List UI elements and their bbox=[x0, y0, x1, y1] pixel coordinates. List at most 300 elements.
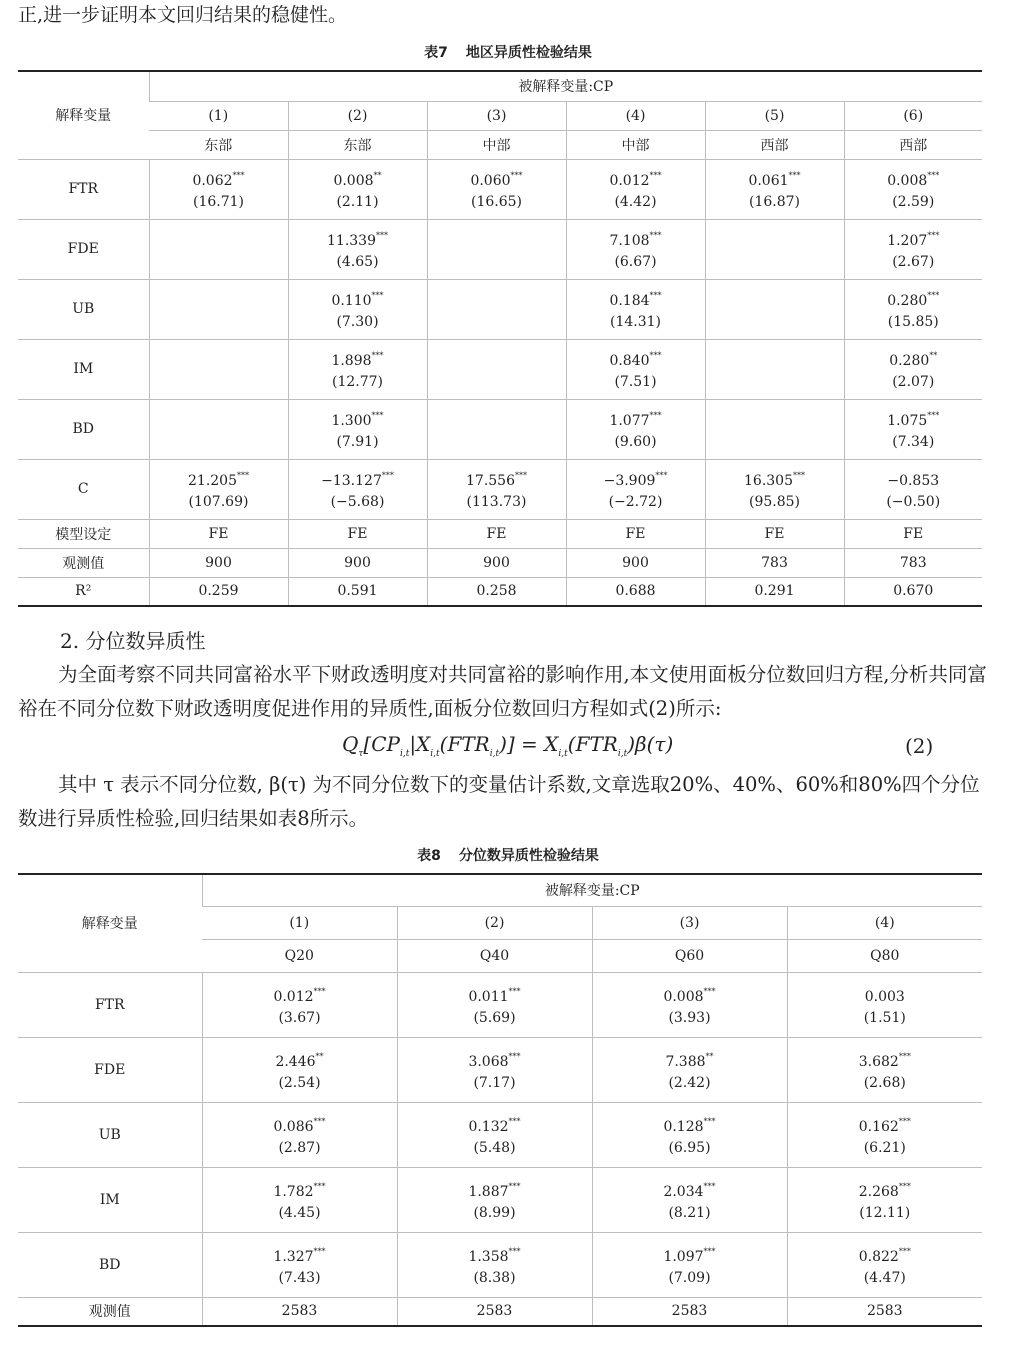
significance-stars: *** bbox=[649, 351, 662, 360]
table-row bbox=[18, 1232, 982, 1297]
section-title: 2. 分位数异质性 bbox=[60, 629, 206, 653]
significance-stars: *** bbox=[515, 471, 527, 480]
significance-stars: *** bbox=[508, 986, 521, 996]
coefficient bbox=[593, 1173, 787, 1200]
coefficient-value: −3.909 bbox=[603, 473, 656, 489]
table-row bbox=[18, 339, 982, 399]
table7 bbox=[18, 70, 982, 607]
table-cell bbox=[149, 399, 288, 459]
table-cell bbox=[202, 972, 397, 1037]
table-cell bbox=[787, 1232, 982, 1297]
row-label: FTR bbox=[18, 972, 202, 1037]
row-label: UB bbox=[18, 279, 149, 339]
coefficient-value: 0.132 bbox=[468, 1118, 509, 1135]
coefficient bbox=[567, 462, 705, 489]
table-cell bbox=[288, 399, 427, 459]
column-number: (5) bbox=[705, 101, 844, 130]
table-cell bbox=[844, 399, 982, 459]
coefficient bbox=[706, 402, 844, 429]
coefficient bbox=[203, 1173, 397, 1200]
table-cell bbox=[592, 972, 787, 1037]
table-cell bbox=[149, 159, 288, 219]
column-group-label: Q60 bbox=[592, 939, 787, 972]
column-number: (2) bbox=[397, 906, 592, 939]
t-statistic: (107.69) bbox=[188, 494, 249, 510]
table7-label: 表7 bbox=[424, 45, 448, 61]
significance-stars: *** bbox=[927, 231, 940, 240]
table-cell: 900 bbox=[149, 548, 288, 577]
coefficient bbox=[845, 342, 983, 369]
table8-row-header: 解释变量 bbox=[18, 874, 202, 972]
coefficient-value: 16.305 bbox=[744, 473, 793, 489]
significance-stars: ** bbox=[705, 1051, 714, 1061]
t-statistic: (7.43) bbox=[278, 1269, 321, 1286]
coefficient bbox=[593, 1043, 787, 1070]
t-statistic: (2.54) bbox=[278, 1074, 321, 1091]
t-statistic: (6.95) bbox=[668, 1139, 711, 1156]
table-cell bbox=[592, 1037, 787, 1102]
row-label: FDE bbox=[18, 1037, 202, 1102]
table-cell: FE bbox=[427, 519, 566, 548]
column-number: (3) bbox=[592, 906, 787, 939]
significance-stars: *** bbox=[313, 1181, 326, 1191]
table-cell: 0.688 bbox=[566, 577, 705, 606]
column-number: (1) bbox=[149, 101, 288, 130]
t-statistic: (3.93) bbox=[668, 1009, 711, 1026]
t-statistic: (8.38) bbox=[473, 1269, 516, 1286]
coefficient-value: 1.782 bbox=[273, 1183, 314, 1200]
coefficient bbox=[150, 402, 288, 429]
column-number: (6) bbox=[844, 101, 982, 130]
table8-label: 表8 bbox=[417, 848, 441, 864]
table-cell bbox=[149, 219, 288, 279]
t-statistic: (15.85) bbox=[887, 314, 939, 330]
coefficient bbox=[289, 342, 427, 369]
table-cell: 900 bbox=[288, 548, 427, 577]
significance-stars: *** bbox=[927, 171, 940, 180]
significance-stars: *** bbox=[232, 171, 245, 180]
significance-stars: *** bbox=[703, 1246, 716, 1256]
significance-stars: *** bbox=[376, 231, 388, 240]
t-statistic: (−0.50) bbox=[886, 494, 941, 510]
table-cell: 2583 bbox=[202, 1297, 397, 1326]
significance-stars: *** bbox=[510, 171, 523, 180]
table8-dep-var: 被解释变量:CP bbox=[202, 874, 982, 906]
t-statistic: (4.47) bbox=[863, 1269, 906, 1286]
coefficient-value: 2.268 bbox=[858, 1183, 899, 1200]
t-statistic: (16.71) bbox=[192, 194, 244, 210]
coefficient bbox=[289, 402, 427, 429]
t-statistic: (7.51) bbox=[614, 374, 657, 390]
coefficient bbox=[593, 1108, 787, 1135]
coefficient-value: −0.853 bbox=[887, 473, 940, 489]
row-label: R² bbox=[18, 577, 149, 606]
significance-stars: *** bbox=[655, 471, 668, 480]
significance-stars: *** bbox=[898, 1181, 911, 1191]
table-cell bbox=[397, 1167, 592, 1232]
t-statistic bbox=[150, 429, 288, 456]
table7-title: 地区异质性检验结果 bbox=[465, 45, 592, 61]
t-statistic: (7.17) bbox=[473, 1074, 516, 1091]
t-statistic bbox=[150, 369, 288, 396]
table-row bbox=[18, 219, 982, 279]
coefficient bbox=[150, 342, 288, 369]
table8 bbox=[18, 873, 982, 1327]
t-statistic: (2.11) bbox=[336, 194, 379, 210]
coefficient bbox=[203, 1238, 397, 1265]
table-cell bbox=[592, 1167, 787, 1232]
coefficient bbox=[845, 162, 983, 189]
t-statistic: (113.73) bbox=[466, 494, 527, 510]
table-cell bbox=[288, 279, 427, 339]
table-cell bbox=[149, 459, 288, 519]
table-cell bbox=[566, 159, 705, 219]
table-cell bbox=[566, 339, 705, 399]
coefficient bbox=[567, 162, 705, 189]
significance-stars: *** bbox=[927, 411, 940, 420]
coefficient-value: 0.008 bbox=[663, 988, 704, 1005]
table-cell: FE bbox=[844, 519, 982, 548]
significance-stars: *** bbox=[508, 1181, 521, 1191]
significance-stars: *** bbox=[788, 171, 801, 180]
paragraph-1: 为全面考察不同共同富裕水平下财政透明度对共同富裕的影响作用,本文使用面板分位数回归方程,分析共同富裕在不同分位数下财政透明度促进作用的异质性,面板分位数回归方程如式(2)所示: bbox=[18, 663, 987, 720]
row-label: C bbox=[18, 459, 149, 519]
t-statistic: (7.91) bbox=[336, 434, 379, 450]
table-cell bbox=[149, 279, 288, 339]
significance-stars: *** bbox=[371, 411, 384, 420]
coefficient bbox=[567, 402, 705, 429]
table-row bbox=[18, 399, 982, 459]
table-cell: FE bbox=[566, 519, 705, 548]
coefficient-value: 0.822 bbox=[858, 1248, 899, 1265]
table-cell bbox=[288, 159, 427, 219]
t-statistic: (12.77) bbox=[331, 374, 383, 390]
coefficient-value: 0.840 bbox=[609, 353, 650, 369]
t-statistic: (16.87) bbox=[748, 194, 800, 210]
t-statistic: (5.69) bbox=[473, 1009, 516, 1026]
coefficient-value: −13.127 bbox=[321, 473, 382, 489]
significance-stars: *** bbox=[649, 231, 662, 240]
column-group-label: 中部 bbox=[427, 130, 566, 159]
table-footer-row bbox=[18, 548, 982, 577]
t-statistic: (12.11) bbox=[859, 1204, 911, 1221]
coefficient bbox=[567, 342, 705, 369]
coefficient-value: 7.388 bbox=[665, 1053, 706, 1070]
column-group-label: 东部 bbox=[149, 130, 288, 159]
row-label: IM bbox=[18, 339, 149, 399]
table7-row-header: 解释变量 bbox=[18, 71, 149, 159]
coefficient bbox=[706, 282, 844, 309]
t-statistic: (4.45) bbox=[278, 1204, 321, 1221]
t-statistic bbox=[706, 429, 844, 456]
row-label: FDE bbox=[18, 219, 149, 279]
coefficient bbox=[428, 402, 566, 429]
coefficient bbox=[706, 222, 844, 249]
t-statistic: (3.67) bbox=[278, 1009, 321, 1026]
table-cell bbox=[288, 459, 427, 519]
t-statistic bbox=[706, 309, 844, 336]
coefficient-value: 0.110 bbox=[331, 293, 372, 309]
coefficient-value: 2.446 bbox=[275, 1053, 316, 1070]
coefficient-value: 21.205 bbox=[188, 473, 237, 489]
table-cell bbox=[844, 279, 982, 339]
table-cell: FE bbox=[149, 519, 288, 548]
table-cell: 2583 bbox=[397, 1297, 592, 1326]
table-cell bbox=[705, 459, 844, 519]
t-statistic: (1.51) bbox=[863, 1009, 906, 1026]
table-cell bbox=[705, 339, 844, 399]
significance-stars: *** bbox=[508, 1246, 521, 1256]
coefficient-value: 0.011 bbox=[468, 988, 509, 1005]
row-label: FTR bbox=[18, 159, 149, 219]
table8-body bbox=[18, 874, 982, 1326]
coefficient-value: 0.280 bbox=[887, 293, 928, 309]
coefficient bbox=[398, 1108, 592, 1135]
coefficient-value: 0.008 bbox=[333, 173, 374, 189]
table-cell bbox=[566, 279, 705, 339]
t-statistic bbox=[428, 369, 566, 396]
t-statistic bbox=[428, 429, 566, 456]
formula-expression: $Q_\tau[CP_{i,t}|X_{i,t}(FTR_{i,t})] = X_{i,t}(FTR_{i,t})\beta(\tau)$ bbox=[342, 732, 674, 759]
coefficient bbox=[150, 162, 288, 189]
coefficient bbox=[788, 1043, 983, 1070]
coefficient bbox=[150, 282, 288, 309]
t-statistic bbox=[428, 309, 566, 336]
significance-stars: *** bbox=[703, 1181, 716, 1191]
table-cell: 0.591 bbox=[288, 577, 427, 606]
significance-stars: *** bbox=[649, 291, 662, 300]
coefficient bbox=[289, 222, 427, 249]
table-cell: 0.670 bbox=[844, 577, 982, 606]
column-group-label: Q20 bbox=[202, 939, 397, 972]
table-cell bbox=[202, 1167, 397, 1232]
column-number: (4) bbox=[787, 906, 982, 939]
significance-stars: *** bbox=[703, 1116, 716, 1126]
table7-col-numbers bbox=[18, 101, 982, 130]
column-group-label: 东部 bbox=[288, 130, 427, 159]
table-cell bbox=[427, 339, 566, 399]
t-statistic: (14.31) bbox=[609, 314, 661, 330]
t-statistic: (2.59) bbox=[892, 194, 935, 210]
coefficient-value: 0.280 bbox=[889, 353, 930, 369]
coefficient bbox=[788, 1173, 983, 1200]
coefficient bbox=[203, 1043, 397, 1070]
t-statistic: (4.42) bbox=[614, 194, 657, 210]
table-cell bbox=[288, 219, 427, 279]
table-footer-row bbox=[18, 519, 982, 548]
row-label: 观测值 bbox=[18, 548, 149, 577]
table-cell: 0.258 bbox=[427, 577, 566, 606]
significance-stars: *** bbox=[508, 1051, 521, 1061]
coefficient bbox=[845, 462, 983, 489]
row-label: 观测值 bbox=[18, 1297, 202, 1326]
significance-stars: *** bbox=[898, 1116, 911, 1126]
coefficient-value: 0.012 bbox=[273, 988, 314, 1005]
table-cell bbox=[844, 159, 982, 219]
row-label: BD bbox=[18, 399, 149, 459]
column-number: (4) bbox=[566, 101, 705, 130]
coefficient-value: 0.128 bbox=[663, 1118, 704, 1135]
significance-stars: *** bbox=[703, 986, 716, 996]
coefficient-value: 0.086 bbox=[273, 1118, 314, 1135]
table-cell bbox=[787, 972, 982, 1037]
table-cell bbox=[705, 399, 844, 459]
t-statistic: (5.48) bbox=[473, 1139, 516, 1156]
significance-stars: *** bbox=[313, 986, 326, 996]
coefficient bbox=[706, 162, 844, 189]
significance-stars: *** bbox=[898, 1246, 911, 1256]
table-cell bbox=[705, 279, 844, 339]
table-cell bbox=[288, 339, 427, 399]
table-cell bbox=[592, 1102, 787, 1167]
coefficient bbox=[289, 162, 427, 189]
significance-stars: *** bbox=[381, 471, 394, 480]
table-cell bbox=[427, 459, 566, 519]
table-row bbox=[18, 1167, 982, 1232]
t-statistic bbox=[428, 249, 566, 276]
coefficient-value: 1.097 bbox=[663, 1248, 704, 1265]
t-statistic: (8.21) bbox=[668, 1204, 711, 1221]
coefficient bbox=[706, 462, 844, 489]
coefficient bbox=[150, 222, 288, 249]
column-group-label: 西部 bbox=[844, 130, 982, 159]
t-statistic: (7.09) bbox=[668, 1269, 711, 1286]
intro-text: 正,进一步证明本文回归结果的稳健性。 bbox=[18, 4, 348, 26]
table-cell bbox=[202, 1102, 397, 1167]
coefficient-value: 3.068 bbox=[468, 1053, 509, 1070]
t-statistic: (−5.68) bbox=[330, 494, 385, 510]
table-row bbox=[18, 1102, 982, 1167]
coefficient-value: 1.898 bbox=[331, 353, 372, 369]
coefficient bbox=[788, 1108, 983, 1135]
table7-dep-var: 被解释变量:CP bbox=[149, 71, 982, 101]
table-cell bbox=[705, 159, 844, 219]
coefficient-value: 0.060 bbox=[470, 173, 511, 189]
table-row bbox=[18, 159, 982, 219]
table-cell bbox=[566, 459, 705, 519]
column-group-label: Q40 bbox=[397, 939, 592, 972]
coefficient bbox=[428, 222, 566, 249]
t-statistic: (6.21) bbox=[863, 1139, 906, 1156]
table-row bbox=[18, 972, 982, 1037]
coefficient bbox=[845, 282, 983, 309]
significance-stars: ** bbox=[929, 351, 938, 360]
significance-stars: *** bbox=[793, 471, 805, 480]
column-group-label: Q80 bbox=[787, 939, 982, 972]
coefficient bbox=[428, 282, 566, 309]
column-group-label: 西部 bbox=[705, 130, 844, 159]
coefficient-value: 1.075 bbox=[887, 413, 928, 429]
coefficient-value: 3.682 bbox=[858, 1053, 899, 1070]
table-row bbox=[18, 459, 982, 519]
formula-number: (2) bbox=[905, 734, 934, 758]
t-statistic: (6.67) bbox=[614, 254, 657, 270]
table-cell: 0.291 bbox=[705, 577, 844, 606]
coefficient-value: 0.003 bbox=[864, 988, 905, 1005]
significance-stars: *** bbox=[313, 1116, 326, 1126]
t-statistic: (9.60) bbox=[614, 434, 657, 450]
t-statistic: (4.65) bbox=[336, 254, 379, 270]
coefficient bbox=[845, 222, 983, 249]
coefficient-value: 11.339 bbox=[327, 233, 376, 249]
coefficient bbox=[203, 978, 397, 1005]
column-number: (3) bbox=[427, 101, 566, 130]
coefficient bbox=[845, 402, 983, 429]
table-cell bbox=[787, 1037, 982, 1102]
table-cell bbox=[844, 459, 982, 519]
table-cell bbox=[705, 219, 844, 279]
coefficient-value: 1.358 bbox=[468, 1248, 509, 1265]
table-cell bbox=[427, 279, 566, 339]
table-cell bbox=[202, 1037, 397, 1102]
coefficient-value: 1.077 bbox=[609, 413, 650, 429]
row-label: 模型设定 bbox=[18, 519, 149, 548]
coefficient bbox=[398, 1043, 592, 1070]
table-cell bbox=[427, 159, 566, 219]
table-cell: 783 bbox=[844, 548, 982, 577]
table-cell bbox=[397, 972, 592, 1037]
coefficient-value: 0.062 bbox=[192, 173, 233, 189]
table-cell bbox=[427, 219, 566, 279]
t-statistic: (2.07) bbox=[892, 374, 935, 390]
column-group-label: 中部 bbox=[566, 130, 705, 159]
table-row bbox=[18, 279, 982, 339]
t-statistic: (95.85) bbox=[748, 494, 800, 510]
coefficient-value: 1.207 bbox=[887, 233, 928, 249]
coefficient bbox=[289, 282, 427, 309]
table-cell: 783 bbox=[705, 548, 844, 577]
table-cell bbox=[397, 1037, 592, 1102]
table-cell bbox=[566, 219, 705, 279]
table-cell: 2583 bbox=[787, 1297, 982, 1326]
coefficient bbox=[150, 462, 288, 489]
coefficient bbox=[398, 1173, 592, 1200]
coefficient bbox=[428, 462, 566, 489]
coefficient bbox=[398, 1238, 592, 1265]
table-cell: 2583 bbox=[592, 1297, 787, 1326]
significance-stars: *** bbox=[237, 471, 249, 480]
formula-2 bbox=[0, 730, 1016, 764]
coefficient bbox=[289, 462, 427, 489]
t-statistic bbox=[150, 309, 288, 336]
t-statistic: (2.67) bbox=[892, 254, 935, 270]
coefficient-value: 1.327 bbox=[273, 1248, 314, 1265]
table7-regions bbox=[18, 130, 982, 159]
coefficient bbox=[706, 342, 844, 369]
row-label: UB bbox=[18, 1102, 202, 1167]
table-cell: 0.259 bbox=[149, 577, 288, 606]
significance-stars: *** bbox=[649, 411, 662, 420]
coefficient bbox=[788, 1238, 983, 1265]
coefficient bbox=[567, 282, 705, 309]
t-statistic: (2.68) bbox=[863, 1074, 906, 1091]
table-footer-row bbox=[18, 577, 982, 606]
table-cell bbox=[844, 339, 982, 399]
coefficient-value: 0.184 bbox=[609, 293, 650, 309]
t-statistic: (2.87) bbox=[278, 1139, 321, 1156]
coefficient bbox=[567, 222, 705, 249]
significance-stars: ** bbox=[315, 1051, 324, 1061]
t-statistic bbox=[706, 249, 844, 276]
row-label: BD bbox=[18, 1232, 202, 1297]
table-cell: FE bbox=[705, 519, 844, 548]
t-statistic: (16.65) bbox=[470, 194, 522, 210]
table-cell: 900 bbox=[566, 548, 705, 577]
significance-stars: *** bbox=[898, 1051, 911, 1061]
coefficient-value: 0.008 bbox=[887, 173, 928, 189]
coefficient-value: 17.556 bbox=[466, 473, 515, 489]
t-statistic: (7.34) bbox=[892, 434, 935, 450]
